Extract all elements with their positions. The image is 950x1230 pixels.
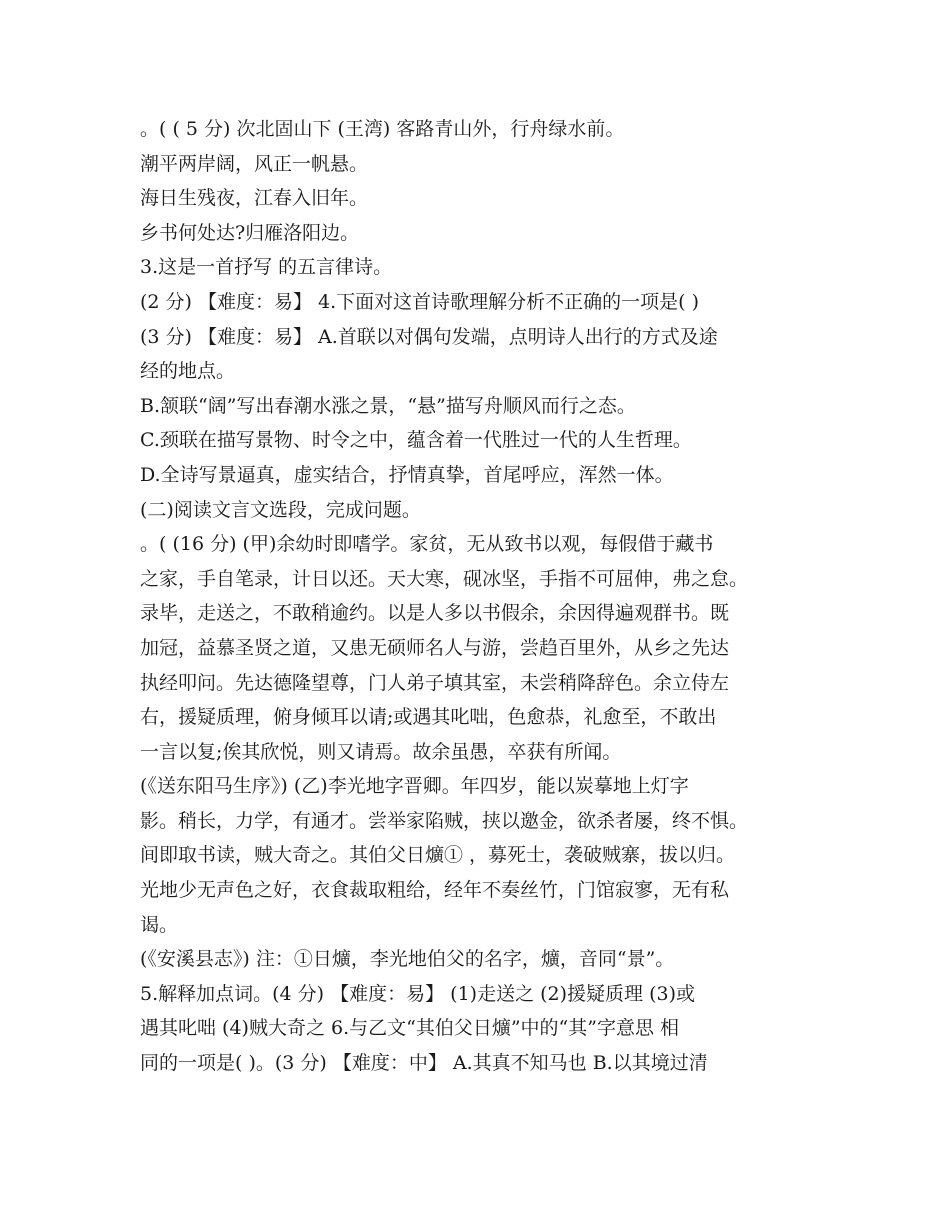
text-line: 执经叩问。先达德隆望尊，门人弟子填其室，未尝稍降辞色。余立侍左 [140,671,730,694]
text-line: (二)阅读文言文选段，完成问题。 [140,498,421,521]
text-line: 3.这是一首抒写 的五言律诗。 [140,256,393,279]
text-line: 加冠，益慕圣贤之道，又患无硕师名人与游，尝趋百里外，从乡之先达 [140,636,730,659]
text-line: 同的一项是( )。(3 分) 【难度：中】 A.其真不知马也 B.以其境过清 [140,1052,708,1075]
text-line: (《安溪县志》) 注：①日爌，李光地伯父的名字，爌，音同“景”。 [140,948,675,971]
text-line: 潮平两岸阔，风正一帆悬。 [140,152,369,175]
text-line: 谒。 [140,913,179,936]
text-line: 经的地点。 [140,360,236,383]
text-line: D.全诗写景逼真，虚实结合，抒情真挚，首尾呼应，浑然一体。 [140,463,674,486]
text-line: (《送东阳马生序》) (乙)李光地字晋卿。年四岁，能以炭摹地上灯字 [140,775,689,798]
text-line: 5.解释加点词。(4 分) 【难度：易】 (1)走送之 (2)援疑质理 (3)或 [140,982,695,1005]
text-line: 海日生残夜，江春入旧年。 [140,187,369,210]
text-line: C.颈联在描写景物、时令之中，蕴含着一代胜过一代的人生哲理。 [140,429,692,452]
document-body [140,112,830,1081]
text-line: 之家，手自笔录，计日以还。天大寒，砚冰坚，手指不可屈伸，弗之怠。 [140,567,749,590]
text-line: 。( ( 5 分) 次北固山下 (王湾) 客路青山外，行舟绿水前。 [140,118,625,140]
text-line: 。( (16 分) (甲)余幼时即嗜学。家贫，无从致书以观，每假借于藏书 [140,533,714,556]
text-line: 光地少无声色之好，衣食裁取粗给，经年不奏丝竹，门馆寂寥，无有私 [140,879,730,902]
text-line: 一言以复;俟其欣悦，则又请焉。故余虽愚，卒获有所闻。 [140,740,622,763]
text-line: 影。稍长，力学，有通才。尝举家陷贼，挟以邀金，欲杀者屡，终不惧。 [140,809,749,832]
text-line: (2 分) 【难度：易】 4.下面对这首诗歌理解分析不正确的一项是( ) [140,290,700,313]
text-line: 遇其叱咄 (4)贼大奇之 6.与乙文“其伯父日爌”中的“其”字意思 相 [140,1017,680,1040]
text-line: 右，援疑质理，俯身倾耳以请;或遇其叱咄，色愈恭，礼愈至，不敢出 [140,706,717,729]
text-line: 乡书何处达?归雁洛阳边。 [140,221,360,244]
text-line: (3 分) 【难度：易】 A.首联以对偶句发端，点明诗人出行的方式及途 [140,325,718,348]
text-line: 间即取书读，贼大奇之。其伯父日爌① ，募死士，袭破贼寨，拔以归。 [140,844,736,867]
text-line: B.颔联“阔”写出春潮水涨之景，“悬”描写舟顺风而行之态。 [140,394,636,417]
text-line: 录毕，走送之，不敢稍逾约。以是人多以书假余，余因得遍观群书。既 [140,602,730,625]
